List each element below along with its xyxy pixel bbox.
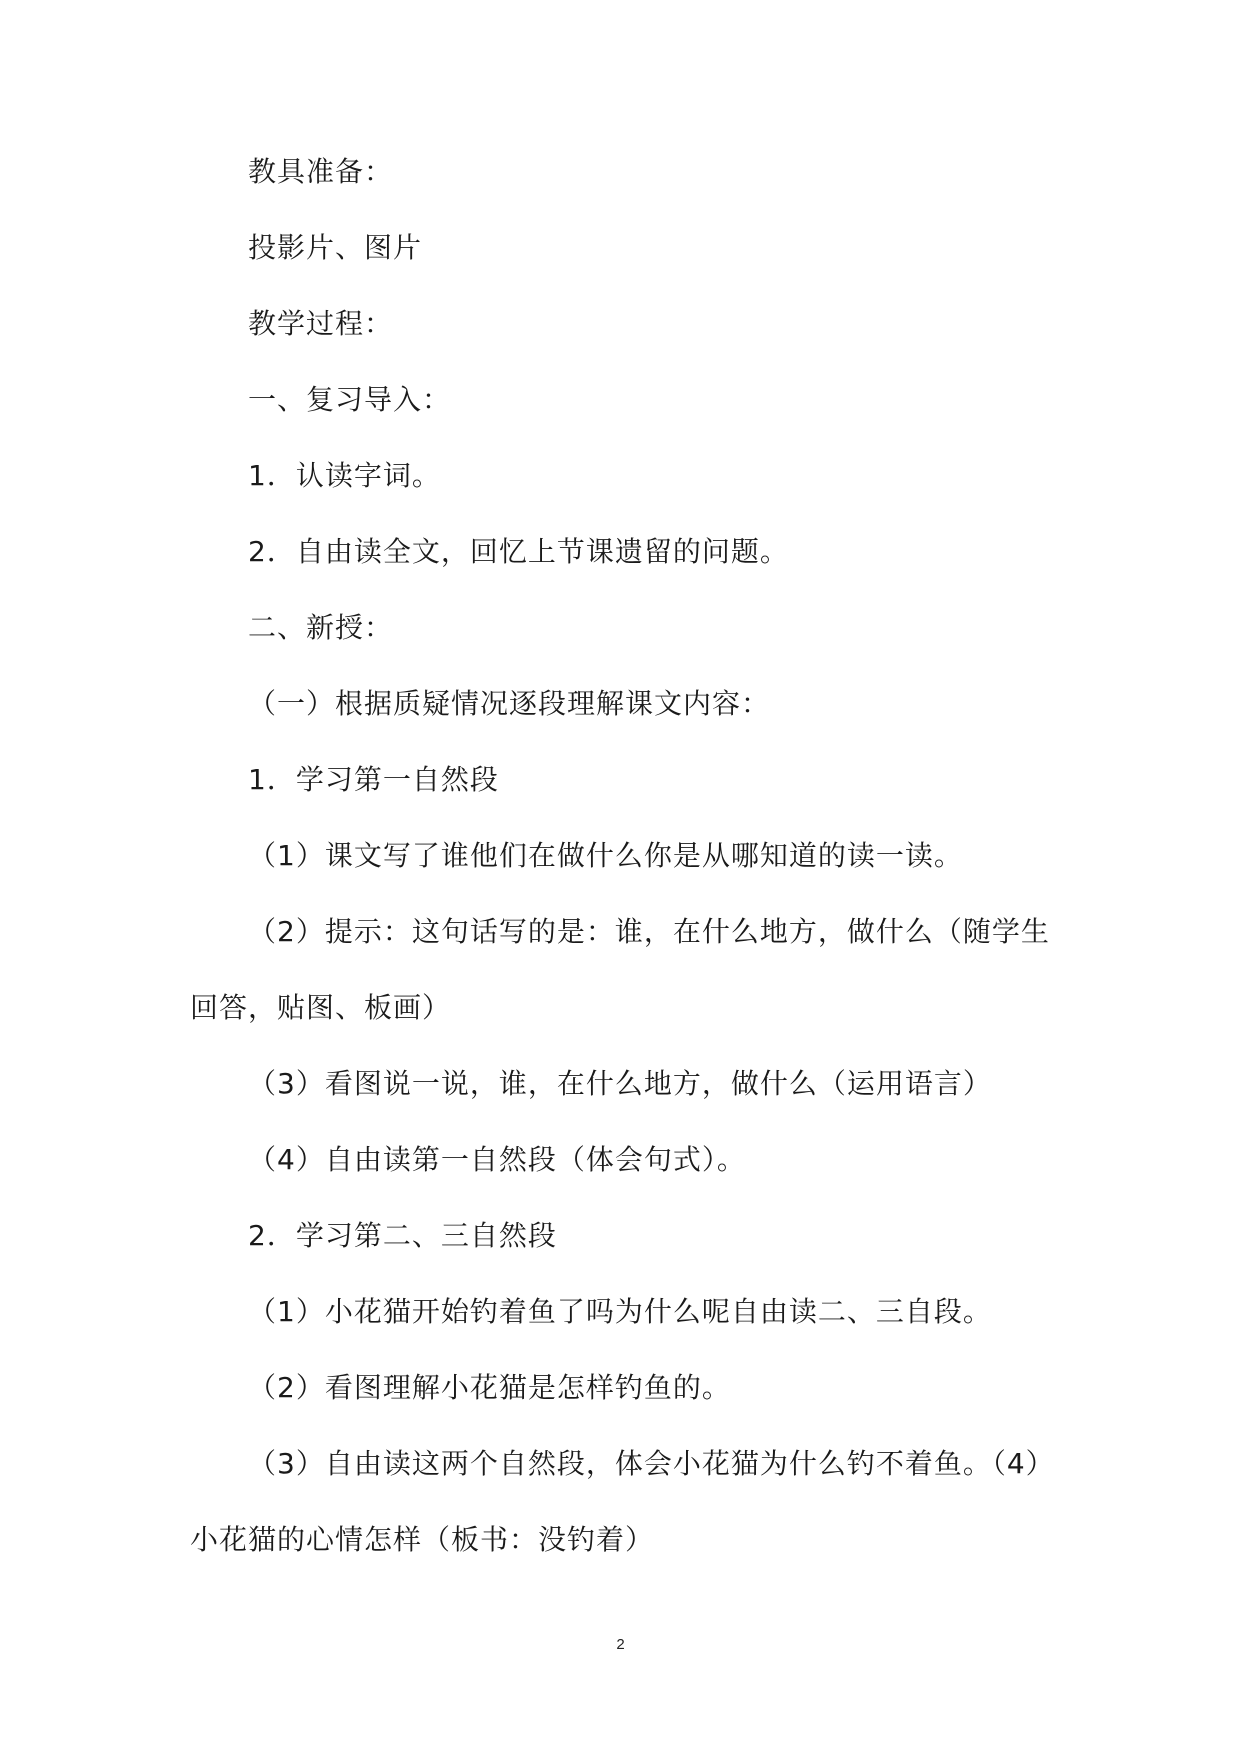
paragraph-teaching-aids-heading: 教具准备： <box>248 155 394 188</box>
paragraph-step-1: 1．认读字词。 <box>248 459 441 492</box>
paragraph-section-one: 一、复习导入： <box>248 383 452 416</box>
paragraph-learn-first: 1．学习第一自然段 <box>248 763 499 796</box>
paragraph-item-1b: （1）小花猫开始钓着鱼了吗为什么呢自由读二、三自段。 <box>248 1295 992 1328</box>
paragraph-process-heading: 教学过程： <box>248 307 394 340</box>
paragraph-learn-second-third: 2．学习第二、三自然段 <box>248 1219 557 1252</box>
paragraph-subsection-one: （一）根据质疑情况逐段理解课文内容： <box>248 687 771 720</box>
page-number: 2 <box>616 1636 625 1653</box>
paragraph-teaching-aids: 投影片、图片 <box>248 231 423 264</box>
paragraph-section-two: 二、新授： <box>248 611 394 644</box>
paragraph-item-2a: （2）提示：这句话写的是：谁，在什么地方，做什么（随学生回答，贴图、板画） <box>190 915 1050 1024</box>
paragraph-item-4a: （4）自由读第一自然段（体会句式）。 <box>248 1143 746 1176</box>
paragraph-item-1a: （1）课文写了谁他们在做什么你是从哪知道的读一读。 <box>248 839 963 872</box>
paragraph-item-3b: （3）自由读这两个自然段，体会小花猫为什么钓不着鱼。（4）小花猫的心情怎样（板书：没钓着） <box>190 1447 1055 1556</box>
paragraph-item-2b: （2）看图理解小花猫是怎样钓鱼的。 <box>248 1371 731 1404</box>
paragraph-item-3a: （3）看图说一说，谁，在什么地方，做什么（运用语言） <box>248 1067 992 1100</box>
paragraph-step-2: 2．自由读全文，回忆上节课遗留的问题。 <box>248 535 789 568</box>
